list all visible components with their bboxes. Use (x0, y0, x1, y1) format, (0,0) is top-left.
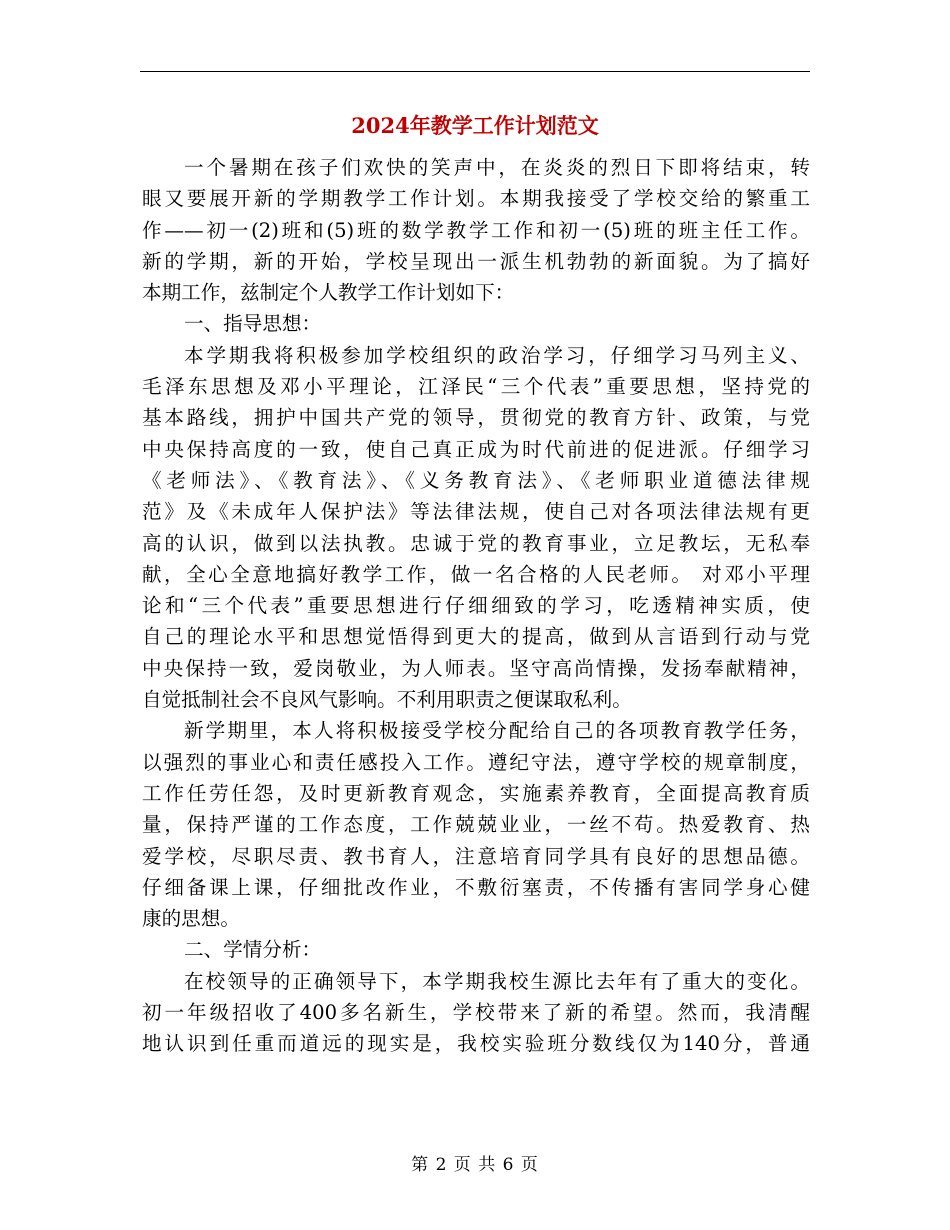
text-line: 新的学期，新的开始，学校呈现出一派生机勃勃的新面貌。为了搞好 (142, 249, 810, 273)
text-line: 仔细备课上课，仔细批改作业，不敷衍塞责，不传播有害同学身心健 (142, 875, 810, 899)
page-footer: 第 2 页 共 6 页 (411, 1155, 539, 1175)
text-line: 作——初一(2)班和(5)班的数学教学工作和初一(5)班的班主任工作。 (142, 218, 810, 242)
text-line: 量，保持严谨的工作态度，工作兢兢业业，一丝不苟。热爱教育、热 (142, 813, 810, 837)
document-title: 2024年教学工作计划范文 (351, 113, 599, 138)
text-line: 二、学情分析： (184, 938, 322, 962)
text-line: 爱学校，尽职尽责、教书育人，注意培育同学具有良好的思想品德。 (142, 844, 810, 868)
text-line: 以强烈的事业心和责任感投入工作。遵纪守法，遵守学校的规章制度， (142, 750, 810, 774)
text-line: 中央保持高度的一致，使自己真正成为时代前进的促进派。仔细学习 (142, 437, 810, 461)
text-line: 基本路线，拥护中国共产党的领导，贯彻党的教育方针、政策，与党 (142, 406, 810, 430)
text-line: 范》及《未成年人保护法》等法律法规，使自己对各项法律法规有更 (142, 500, 810, 524)
document-body (142, 152, 810, 1060)
text-line: 工作任劳任怨，及时更新教育观念，实施素养教育，全面提高教育质 (142, 781, 810, 805)
text-line: 一个暑期在孩子们欢快的笑声中，在炎炎的烈日下即将结束，转 (184, 156, 810, 179)
text-line: 康的思想。 (142, 907, 240, 931)
text-line: 毛泽东思想及邓小平理论，江泽民“三个代表”重要思想，坚持党的 (142, 375, 810, 399)
text-line: 一、指导思想： (184, 312, 322, 336)
text-line: 论和“三个代表”重要思想进行仔细细致的学习，吃透精神实质，使 (142, 594, 810, 618)
text-line: 《老师法》、《教育法》、《义务教育法》、《老师职业道德法律规 (142, 468, 810, 492)
text-line: 新学期里，本人将积极接受学校分配给自己的各项教育教学任务， (184, 719, 810, 743)
text-line: 自己的理论水平和思想觉悟得到更大的提高，做到从言语到行动与党 (142, 625, 810, 649)
text-line: 地认识到任重而道远的现实是，我校实验班分数线仅为140分，普通 (142, 1032, 810, 1056)
text-line: 中央保持一致，爱岗敬业，为人师表。坚守高尚情操，发扬奉献精神， (142, 656, 810, 680)
text-line: 在校领导的正确领导下，本学期我校生源比去年有了重大的变化。 (184, 969, 810, 993)
text-line: 初一年级招收了400多名新生，学校带来了新的希望。然而，我清醒 (142, 1001, 810, 1025)
text-line: 眼又要展开新的学期教学工作计划。本期我接受了学校交给的繁重工 (142, 187, 810, 211)
text-line: 献，全心全意地搞好教学工作，做一名合格的人民老师。 对邓小平理 (142, 562, 810, 586)
text-line: 本学期我将积极参加学校组织的政治学习，仔细学习马列主义、 (184, 343, 810, 367)
header-rule (140, 71, 810, 72)
text-line: 自觉抵制社会不良风气影响。不利用职责之便谋取私利。 (142, 688, 632, 712)
text-line: 本期工作，兹制定个人教学工作计划如下： (142, 281, 515, 305)
text-line: 高的认识，做到以法执教。忠诚于党的教育事业，立足教坛，无私奉 (142, 531, 810, 555)
